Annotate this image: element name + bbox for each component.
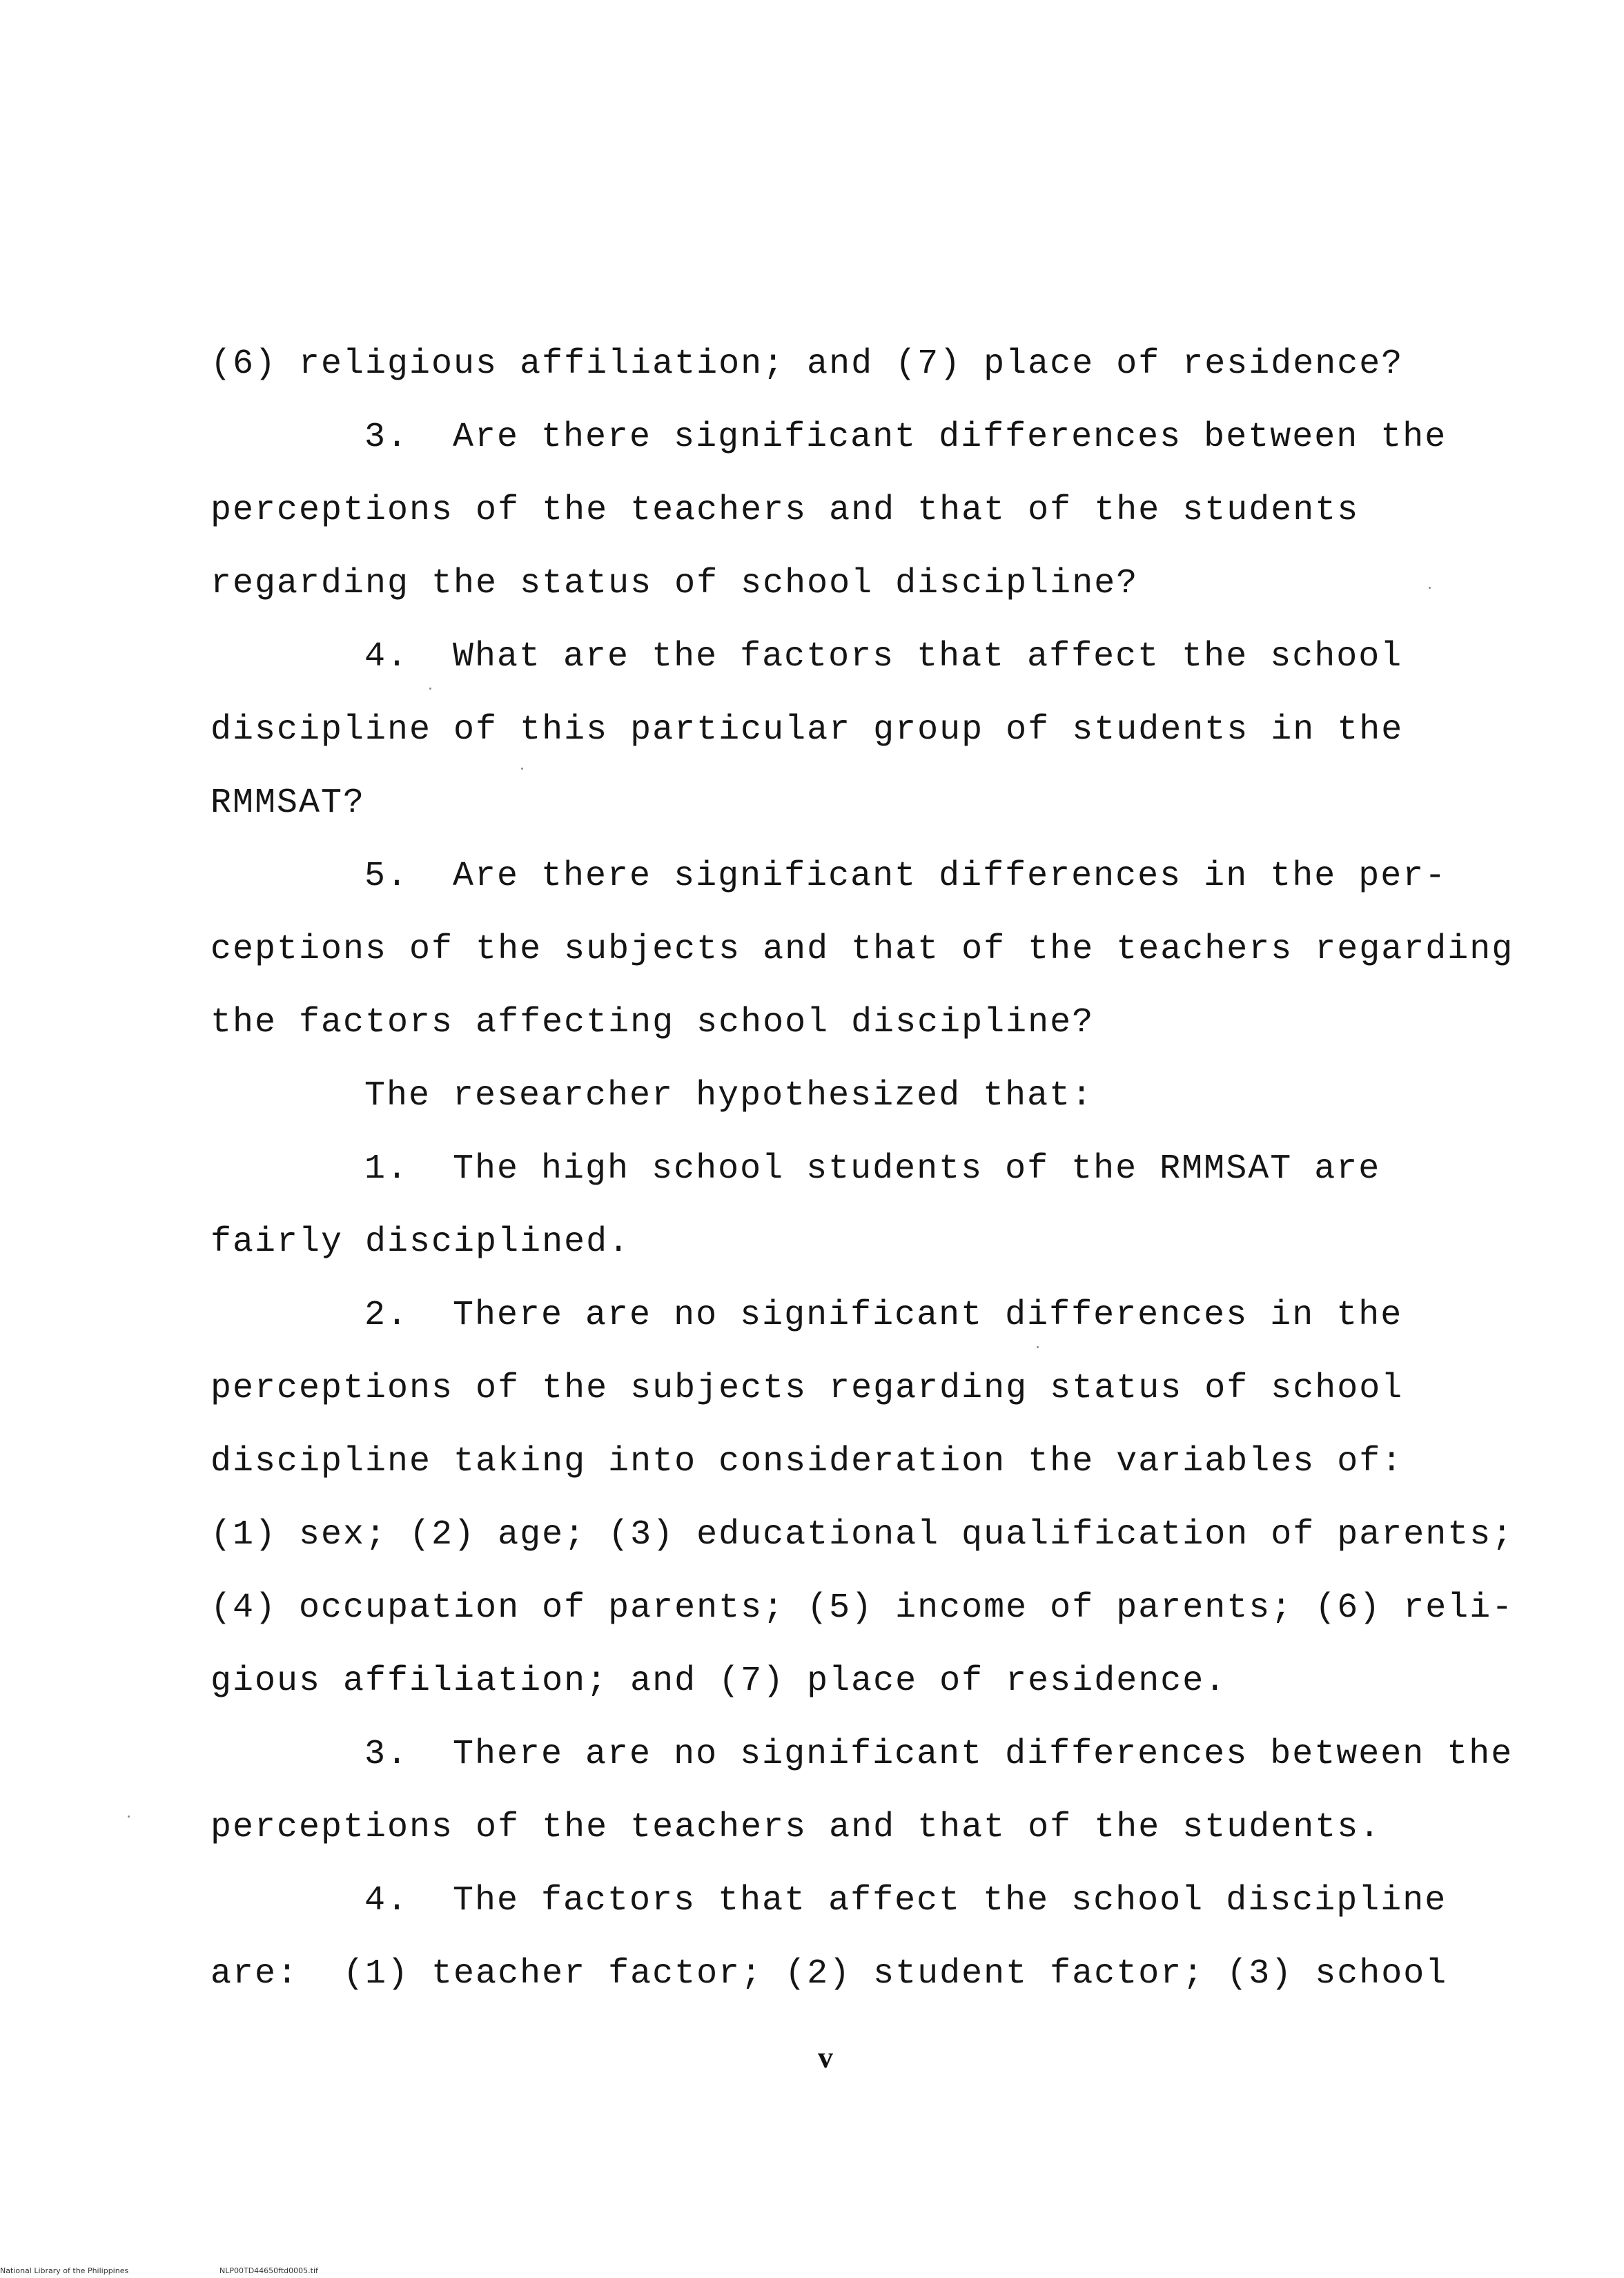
page-number: v — [818, 2041, 833, 2074]
text-line-2: 3. Are there significant differences between the — [364, 418, 1447, 457]
text-line-5: 4. What are the factors that affect the school — [364, 637, 1403, 676]
text-line-20: 3. There are no significant differences between the — [364, 1735, 1514, 1774]
scan-speck — [521, 768, 523, 770]
scan-speck — [1037, 1346, 1039, 1348]
text-line-18: (4) occupation of parents; (5) income of parents; (6) reli- — [211, 1588, 1514, 1628]
text-line-11: The researcher hypothesized that: — [364, 1076, 1094, 1116]
footer-file-name: NLP00TD44650ftd0005.tif — [219, 2266, 318, 2275]
text-line-22: 4. The factors that affect the school discipline — [364, 1881, 1447, 1920]
text-line-7: RMMSAT? — [211, 783, 366, 823]
text-line-3: perceptions of the teachers and that of the students — [211, 491, 1360, 530]
text-line-15: perceptions of the subjects regarding status of school — [211, 1369, 1404, 1408]
text-line-10: the factors affecting school discipline? — [211, 1003, 1095, 1042]
text-line-12: 1. The high school students of the RMMSAT are — [364, 1149, 1381, 1189]
text-line-17: (1) sex; (2) age; (3) educational qualification of parents; — [211, 1515, 1514, 1555]
text-line-1: (6) religious affiliation; and (7) place of residence? — [211, 344, 1404, 384]
text-line-14: 2. There are no significant differences in the — [364, 1296, 1403, 1335]
scan-speck — [128, 1815, 130, 1818]
text-line-13: fairly disciplined. — [211, 1223, 631, 1262]
text-line-8: 5. Are there significant differences in the per- — [364, 857, 1447, 896]
scan-speck — [429, 688, 431, 690]
text-line-16: discipline taking into consideration the variables of: — [211, 1442, 1404, 1481]
text-line-23: are: (1) teacher factor; (2) student factor; (3) school — [211, 1954, 1448, 1994]
text-line-6: discipline of this particular group of students in the — [211, 710, 1404, 750]
text-line-9: ceptions of the subjects and that of the teachers regarding — [211, 930, 1514, 969]
footer-library-credit: National Library of the Philippines — [0, 2266, 129, 2275]
text-line-4: regarding the status of school discipline? — [211, 564, 1139, 603]
scan-speck — [1429, 587, 1431, 589]
text-line-21: perceptions of the teachers and that of the students. — [211, 1808, 1382, 1847]
text-line-19: gious affiliation; and (7) place of residence. — [211, 1662, 1227, 1701]
